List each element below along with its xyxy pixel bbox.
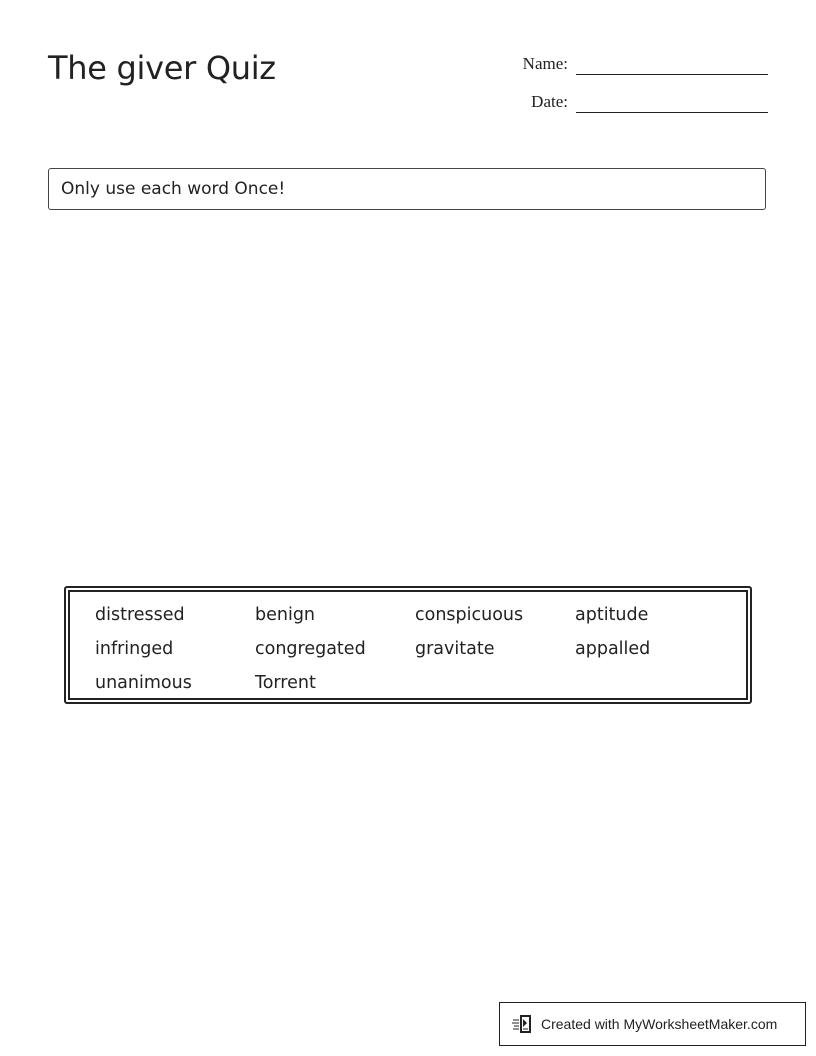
word-bank-item: unanimous bbox=[95, 673, 192, 693]
word-bank-inner-border bbox=[68, 590, 748, 700]
instructions-box bbox=[48, 168, 766, 210]
worksheet-maker-logo-icon bbox=[512, 1013, 534, 1035]
word-bank-item: benign bbox=[255, 605, 316, 625]
word-bank-item: appalled bbox=[575, 639, 651, 659]
footer-text[interactable]: Created with MyWorksheetMaker.com bbox=[541, 1016, 778, 1032]
date-label: Date: bbox=[531, 92, 568, 111]
name-field[interactable] bbox=[508, 54, 768, 74]
date-field[interactable] bbox=[508, 92, 768, 112]
name-line[interactable] bbox=[576, 74, 768, 75]
instructions-text: Only use each word Once! bbox=[61, 179, 286, 199]
page-title: The giver Quiz bbox=[48, 49, 276, 87]
name-label: Name: bbox=[522, 54, 568, 73]
word-bank bbox=[64, 586, 752, 704]
footer-badge[interactable] bbox=[499, 1002, 806, 1046]
word-bank-item: distressed bbox=[95, 605, 185, 625]
word-bank-item: gravitate bbox=[415, 639, 495, 659]
word-bank-item: congregated bbox=[255, 639, 366, 659]
word-bank-grid bbox=[95, 598, 735, 700]
word-bank-item: Torrent bbox=[255, 673, 316, 693]
date-line[interactable] bbox=[576, 112, 768, 113]
word-bank-item: aptitude bbox=[575, 605, 649, 625]
word-bank-item: infringed bbox=[95, 639, 174, 659]
word-bank-item: conspicuous bbox=[415, 605, 524, 625]
